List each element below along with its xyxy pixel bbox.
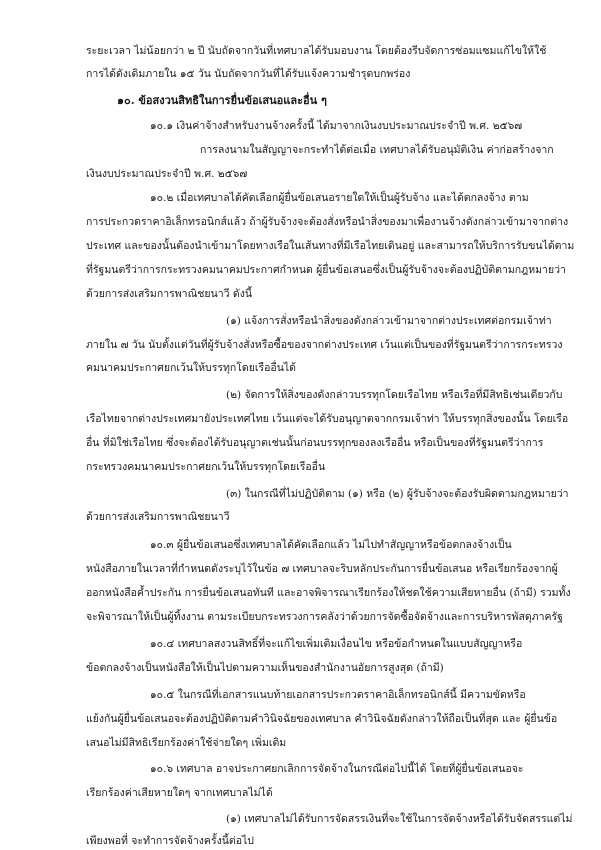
text-line: กระทรวงคมนาคมประกาศยกเว้นให้บรรทุกโดยเรืออื่น [86, 461, 326, 473]
text-line: (๑) แจ้งการสั่งหรือนำสิ่งของดังกล่าวเข้ามาจากต่างประเทศต่อกรมเจ้าท่า [226, 315, 552, 327]
text-line: ๑๐.๕ ในกรณีที่เอกสารแนบท้ายเอกสารประกวดราคาอิเล็กทรอนิกส์นี้ มีความขัดหรือ [150, 689, 526, 701]
text-line: จะพิจารณาให้เป็นผู้ทิ้งงาน ตามระเบียบกระทรวงการคลังว่าด้วยการจัดซื้อจัดจ้างและการบริหารพัสดุภาครัฐ [86, 611, 563, 623]
text-line: เงินงบประมาณประจำปี พ.ศ. ๒๕๖๗ [86, 168, 248, 180]
text-line: ด้วยการส่งเสริมการพาณิชยนาวี [86, 511, 230, 523]
text-line: ประเทศ และของนั้นต้องนำเข้ามาโดยทางเรือในเส้นทางที่มีเรือไทยเดินอยู่ และสามารถให้บริการรับขนได้ตาม [86, 240, 575, 252]
text-line: ข้อตกลงจ้างเป็นหนังสือให้เป็นไปตามความเห็นของสำนักงานอัยการสูงสุด (ถ้ามี) [86, 662, 444, 674]
text-line: ภายใน ๗ วัน นับตั้งแต่วันที่ผู้รับจ้างสั่งหรือซื้อของจากต่างประเทศ เว้นแต่เป็นของที่รัฐมนตรีว่าการกระทรวง [86, 339, 563, 351]
text-line: ออกหนังสือค้ำประกัน การยื่นข้อเสนอทันที และอาจพิจารณาเรียกร้องให้ชดใช้ความเสียหายอื่น (ถ้ามี) รวมทั้ง [86, 587, 571, 599]
text-line: เพียงพอที่ จะทำการจัดจ้างครั้งนี้ต่อไป [86, 835, 254, 847]
text-line: ๑๐.๓ ผู้ยื่นข้อเสนอซึ่งเทศบาลได้คัดเลือกแล้ว ไม่ไปทำสัญญาหรือข้อตกลงจ้างเป็น [150, 539, 512, 551]
text-line: ๑๐.๔ เทศบาลสงวนสิทธิ์ที่จะแก้ไขเพิ่มเติมเงื่อนไข หรือข้อกำหนดในแบบสัญญาหรือ [150, 638, 523, 650]
text-line: การประกวดราคาอิเล็กทรอนิกส์แล้ว ถ้าผู้รับจ้างจะต้องสั่งหรือนำสิ่งของมาเพื่องานจ้างดังกล่าวเข้ามาจากต่าง [86, 216, 569, 228]
text-line: (๑) เทศบาลไม่ได้รับการจัดสรรเงินที่จะใช้ในการจัดจ้างหรือได้รับจัดสรรแต่ไม่ [226, 813, 573, 825]
text-line: (๒) จัดการให้สิ่งของดังกล่าวบรรทุกโดยเรือไทย หรือเรือที่มีสิทธิเช่นเดียวกับ [226, 389, 563, 401]
text-line: ๑๐.๑ เงินค่าจ้างสำหรับงานจ้างครั้งนี้ ได้มาจากเงินงบประมาณประจำปี พ.ศ. ๒๕๖๗ [150, 120, 523, 132]
text-line: หนังสือภายในเวลาที่กำหนดดังระบุไว้ในข้อ ๗ เทศบาลจะริบหลักประกันการยื่นข้อเสนอ หรือเรียกร้องจากผู้ [86, 563, 558, 575]
text-line: เรือไทยจากต่างประเทศมายังประเทศไทย เว้นแต่จะได้รับอนุญาตจากกรมเจ้าท่า ให้บรรทุกสิ่งของนั้น โดยเรือ [86, 413, 569, 425]
text-line: ที่รัฐมนตรีว่าการกระทรวงคมนาคมประกาศกำหนด ผู้ยื่นข้อเสนอซึ่งเป็นผู้รับจ้างจะต้องปฏิบัติตามกฎหมายว่า [86, 264, 566, 276]
text-line: ด้วยการส่งเสริมการพาณิชยนาวี ดังนี้ [86, 288, 253, 300]
text-line: เสนอไม่มีสิทธิเรียกร้องค่าใช้จ่ายใดๆ เพิ่มเติม [86, 737, 287, 749]
text-line: (๓) ในกรณีที่ไม่ปฏิบัติตาม (๑) หรือ (๒) ผู้รับจ้างจะต้องรับผิดตามกฎหมายว่า [226, 488, 569, 500]
text-line: ๑๐.๖ เทศบาล อาจประกาศยกเลิกการจัดจ้างในกรณีต่อไปนี้ได้ โดยที่ผู้ยื่นข้อเสนอจะ [150, 763, 524, 775]
text-line: การได้ดังเดิมภายใน ๑๕ วัน นับถัดจากวันที่ได้รับแจ้งความชำรุดบกพร่อง [86, 68, 411, 80]
section-heading: ๑๐. ข้อสงวนสิทธิในการยื่นข้อเสนอและอื่น ๆ [117, 94, 327, 107]
text-line: แย้งกันผู้ยื่นข้อเสนอจะต้องปฏิบัติตามคำวินิจฉัยของเทศบาล คำวินิจฉัยดังกล่าวให้ถือเป็นที่สุด และ ผู้ยื่นข้อ [86, 713, 558, 725]
text-line: คมนาคมประกาศยกเว้นให้บรรทุกโดยเรืออื่นได้ [86, 362, 296, 374]
text-line: ระยะเวลา ไม่น้อยกว่า ๒ ปี นับถัดจากวันที่เทศบาลได้รับมอบงาน โดยต้องรีบจัดการซ่อมแซมแก้ไขให้ใช้ [86, 45, 547, 57]
text-line: ๑๐.๒ เมื่อเทศบาลได้คัดเลือกผู้ยื่นข้อเสนอรายใดให้เป็นผู้รับจ้าง และได้ตกลงจ้าง ตาม [150, 192, 529, 204]
text-line: อื่น ที่มิใช่เรือไทย ซึ่งจะต้องได้รับอนุญาตเช่นนั้นก่อนบรรทุกของลงเรืออื่น หรือเป็นของที่รัฐมนตรีว่าการ [86, 437, 544, 449]
text-line: การลงนามในสัญญาจะกระทำได้ต่อเมื่อ เทศบาลได้รับอนุมัติเงิน ค่าก่อสร้างจาก [200, 144, 554, 156]
text-line: เรียกร้องค่าเสียหายใดๆ จากเทศบาลไม่ได้ [86, 787, 273, 799]
